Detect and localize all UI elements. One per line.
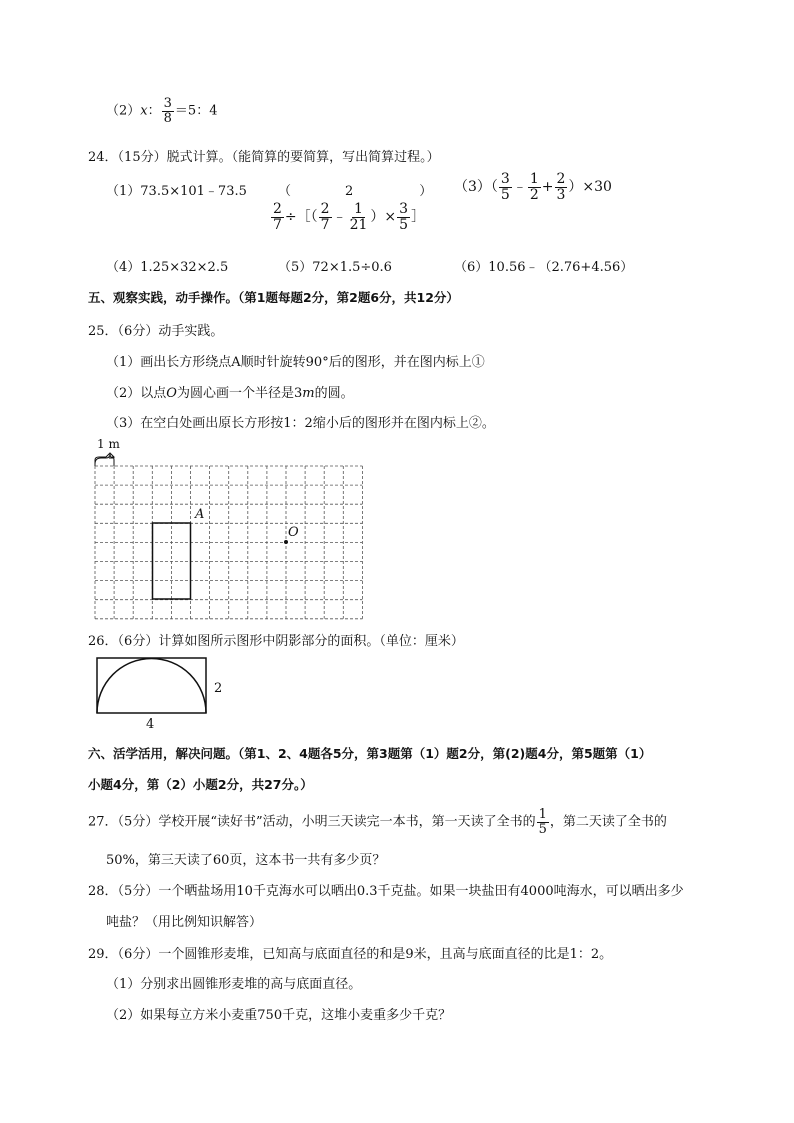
part2-number: 2 bbox=[345, 184, 354, 199]
q23-rest: ＝5：4 bbox=[174, 103, 218, 119]
q26-height-label: 2 bbox=[214, 681, 223, 696]
denominator: 7 bbox=[320, 216, 330, 233]
q24-part4: （4）1.25×32×2.5 bbox=[106, 260, 229, 275]
text: 为圆心画一个半径是3 bbox=[176, 386, 303, 401]
q26-width-label: 4 bbox=[146, 717, 155, 732]
point-o-ref: O bbox=[166, 386, 177, 401]
text: ，第二天读了全书的 bbox=[549, 814, 667, 830]
fraction-1-5 bbox=[537, 808, 549, 836]
operator: ﹣ bbox=[512, 179, 527, 196]
section-5-heading: 五、观察实践，动手操作。（第1题每题2分，第2题6分，共12分） bbox=[88, 290, 459, 305]
unit-m: m bbox=[302, 386, 315, 401]
q25-step1: （1）画出长方形绕点A顺时针旋转90°后的图形，并在图内标上① bbox=[106, 355, 485, 370]
outer-rectangle bbox=[97, 658, 206, 713]
q24-part5: （5）72×1.5÷0.6 bbox=[278, 260, 392, 275]
scale-label: 1 m bbox=[97, 437, 120, 451]
denominator: 21 bbox=[349, 216, 368, 233]
denominator: 7 bbox=[273, 216, 282, 233]
variable-x: x bbox=[140, 103, 148, 119]
operator: + bbox=[541, 179, 554, 196]
q27-line2: 50%，第三天读了60页，这本书一共有多少页？ bbox=[106, 853, 386, 868]
text: 的圆。 bbox=[314, 386, 354, 401]
q28-line2: 吨盐？（用比例知识解答） bbox=[106, 915, 263, 930]
q29-part2: （2）如果每立方米小麦重750千克，这堆小麦重多少千克？ bbox=[106, 1008, 452, 1023]
point-a-label: A bbox=[195, 507, 205, 522]
q29-part1: （1）分别求出圆锥形麦堆的高与底面直径。 bbox=[106, 977, 362, 992]
q26-heading: 26．（6分）计算如图所示图形中阴影部分的面积。（单位：厘米） bbox=[88, 634, 464, 649]
q24-part6: （6）10.56﹣（2.76+4.56） bbox=[454, 260, 634, 275]
q24-heading: 24．（15分）脱式计算。（能简算的要简算，写出简算过程。） bbox=[88, 150, 440, 165]
text: 27．（5分）学校开展“读好书”活动，小明三天读完一本书，第一天读了全书的 bbox=[88, 814, 536, 830]
part3-end: ）×30 bbox=[568, 179, 612, 196]
numerator: 3 bbox=[163, 96, 172, 111]
numerator: 2 bbox=[556, 171, 566, 187]
semicircle bbox=[97, 658, 206, 713]
denominator: 5 bbox=[500, 186, 510, 203]
section-6-heading-line1: 六、活学活用，解决问题。（第1、2、4题各5分，第3题第（1）题2分，第(2)题4分，第5题第（1） bbox=[88, 746, 652, 761]
denominator: 3 bbox=[556, 186, 566, 203]
numerator: 2 bbox=[273, 201, 282, 217]
numerator: 3 bbox=[399, 201, 409, 217]
colon: ： bbox=[147, 103, 161, 119]
q24-part1: （1）73.5×101﹣73.5 bbox=[106, 184, 247, 199]
q27-line1 bbox=[88, 808, 667, 836]
bracket-close: ］ bbox=[411, 209, 426, 226]
part3-label: （3）（ bbox=[454, 179, 498, 196]
q28-line1: 28．（5分）一个晒盐场用10千克海水可以晒出0.3千克盐。如果一块盐田有4000吨海水，可以晒出多少 bbox=[88, 884, 684, 899]
paren-close: ） bbox=[419, 184, 433, 199]
paren-open: （ bbox=[278, 184, 292, 199]
point-o-label: O bbox=[288, 525, 299, 540]
operator: ﹣ bbox=[332, 209, 347, 226]
q29-heading: 29．（6分）一个圆锥形麦堆，已知高与底面直径的和是9米，且高与底面直径的比是1：2。 bbox=[88, 947, 613, 962]
denominator: 2 bbox=[529, 186, 539, 203]
denominator: 8 bbox=[163, 110, 172, 126]
operator: ）× bbox=[370, 209, 397, 226]
numerator: 3 bbox=[500, 171, 510, 187]
denominator: 5 bbox=[538, 821, 547, 837]
numerator: 1 bbox=[354, 201, 363, 217]
q23-part2-label: （2） bbox=[106, 103, 141, 119]
numerator: 2 bbox=[320, 201, 330, 217]
operator: ÷［（ bbox=[284, 209, 318, 226]
denominator: 5 bbox=[399, 216, 409, 233]
q25-heading: 25．（6分）动手实践。 bbox=[88, 324, 224, 339]
section-6-heading-line2: 小题4分，第（2）小题2分，共27分。） bbox=[88, 777, 313, 792]
q25-step3: （3）在空白处画出原长方形按1：2缩小后的图形并在图内标上②。 bbox=[106, 416, 495, 431]
text: （2）以点 bbox=[106, 386, 167, 401]
numerator: 1 bbox=[529, 171, 539, 187]
numerator: 1 bbox=[538, 807, 547, 822]
